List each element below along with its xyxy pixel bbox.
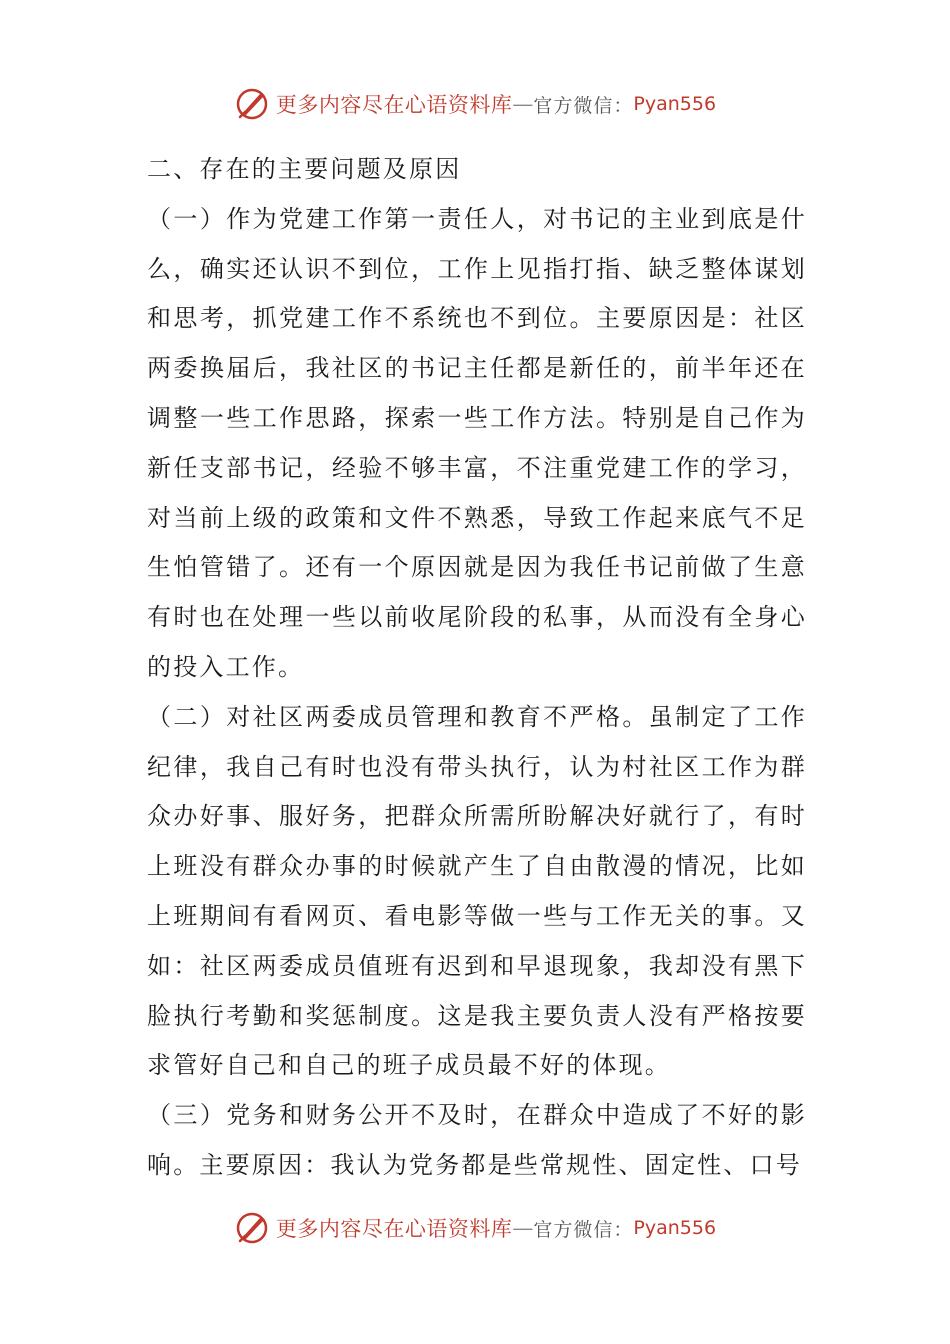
paragraph-2: （二）对社区两委成员管理和教育不严格。虽制定了工作纪律，我自己有时也没有带头执行，认为村社区工作为群众办好事、服好务，把群众所需所盼解决好就行了，有时上班没有群众办事的时候就产生了自由散漫的情况，比如上班期间有看网页、看电影等做一些与工作无关的事。又如：社区两委成员值班有迟到和早退现象，我却没有黑下脸执行考勤和奖惩制度。这是我主要负责人没有严格按要求管好自己和自己的班子成员最不好的体现。	[147, 702, 807, 1080]
paragraph-1: （一）作为党建工作第一责任人，对书记的主业到底是什么，确实还认识不到位，工作上见指打指、缺乏整体谋划和思考，抓党建工作不系统也不到位。主要原因是：社区两委换届后，我社区的书记主任都是新任的，前半年还在调整一些工作思路，探索一些工作方法。特别是自己作为新任支部书记，经验不够丰富，不注重党建工作的学习，对当前上级的政策和文件不熟悉，导致工作起来底气不足生怕管错了。还有一个原因就是因为我任书记前做了生意有时也在处理一些以前收尾阶段的私事，从而没有全身心的投入工作。	[147, 204, 807, 681]
banner-main-text: 更多内容尽在心语资料库	[275, 93, 513, 117]
quill-pen-logo-icon	[234, 86, 270, 122]
footer-banner	[0, 1208, 950, 1248]
banner-wechat-id: Pyan556	[633, 93, 717, 115]
banner-separator: —	[512, 92, 534, 116]
paragraph-3: （三）党务和财务公开不及时，在群众中造成了不好的影响。主要原因：我认为党务都是些常规性、固定性、口号	[147, 1101, 807, 1179]
quill-pen-logo-icon	[234, 1210, 270, 1246]
banner-wechat-label: 官方微信：	[533, 94, 634, 117]
banner-wechat-id: Pyan556	[633, 1217, 717, 1239]
banner-wechat-label: 官方微信：	[533, 1218, 634, 1241]
banner-main-text: 更多内容尽在心语资料库	[275, 1217, 513, 1241]
section-title: 二、存在的主要问题及原因	[147, 155, 462, 183]
header-banner	[0, 84, 950, 124]
document-body	[147, 145, 807, 1191]
banner-separator: —	[512, 1216, 534, 1240]
